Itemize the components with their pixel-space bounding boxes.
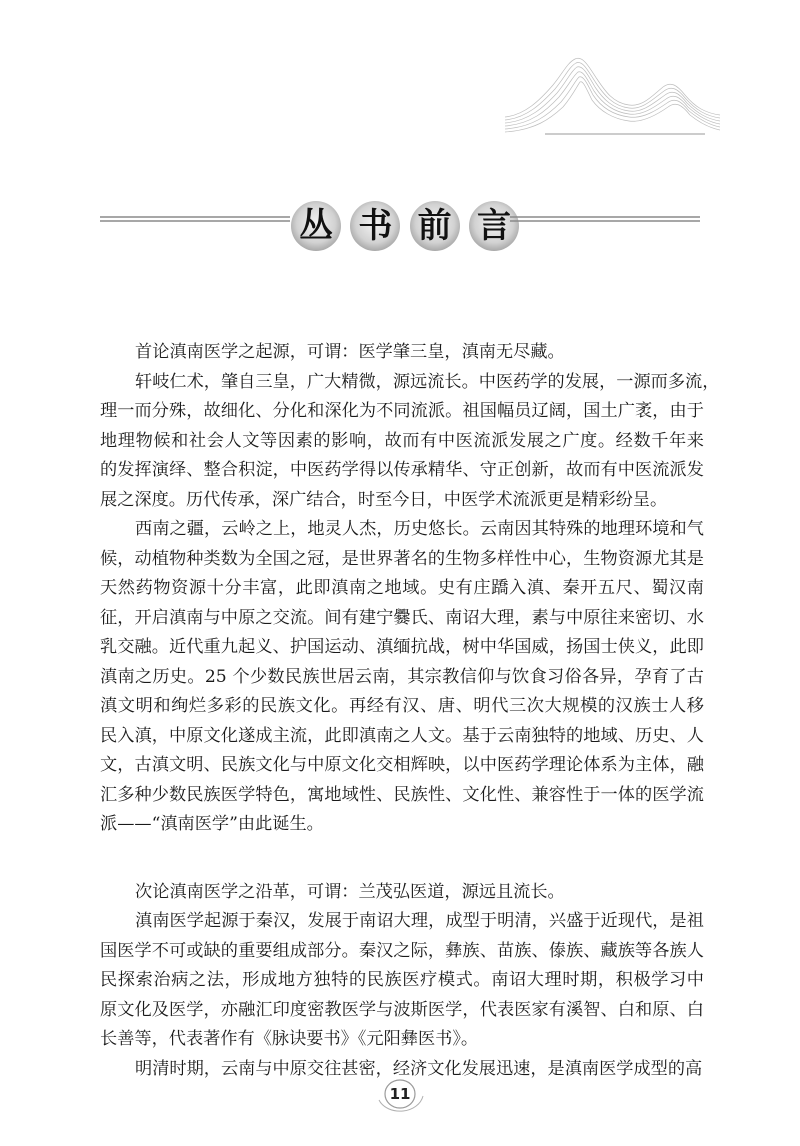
text-line: 滇南之历史。25 个少数民族世居云南，其宗教信仰与饮食习俗各异，孕育了古 (100, 666, 704, 687)
text-line: 滇南医学起源于秦汉，发展于南诏大理，成型于明清，兴盛于近现代，是祖 (135, 911, 704, 931)
body-text (100, 338, 720, 1084)
text-line: 派——“滇南医学”由此诞生。 (100, 814, 324, 834)
text-line: 民探索治病之法，形成地方独特的民族医疗模式。南诏大理时期，积极学习中 (100, 970, 704, 990)
heading-char: 丛 (299, 206, 333, 246)
paragraph-gap (100, 840, 704, 878)
text-line: 展之深度。历代传承，深广结合，时至今日，中医学术流派更是精彩纷呈。 (100, 489, 668, 510)
text-line: 西南之疆，云岭之上，地灵人杰，历史悠长。云南因其特殊的地理环境和气 (135, 519, 704, 539)
text-line: 明清时期，云南与中原交往甚密，经济文化发展迅速，是滇南医学成型的高 (135, 1058, 703, 1079)
heading-char: 前 (417, 206, 452, 246)
heading-char-badge (468, 200, 520, 252)
text-line: 汇多种少数民族医学特色，寓地域性、民族性、文化性、兼容性于一体的医学流 (100, 784, 704, 805)
heading-char-badge (349, 200, 401, 252)
heading-title (290, 198, 520, 254)
text-line: 滇文明和绚烂多彩的民族文化。再经有汉、唐、明代三次大规模的汉族士人移 (100, 696, 704, 716)
text-line: 候，动植物种类数为全国之冠，是世界著名的生物多样性中心，生物资源尤其是 (100, 548, 704, 569)
heading-char-badge (409, 200, 461, 252)
text-line: 国医学不可或缺的重要组成部分。秦汉之际，彝族、苗族、傣族、藏族等各族人 (100, 940, 704, 961)
text-line: 轩岐仁术，肇自三皇，广大精微，源远流长。中医药学的发展，一源而多流， (135, 371, 720, 392)
text-line: 地理物候和社会人文等因素的影响，故而有中医流派发展之广度。经数千年来 (100, 430, 704, 451)
page-number-badge (373, 1074, 427, 1114)
text-line: 民入滇，中原文化遂成主流，此即滇南之人文。基于云南独特的地域、历史、人 (100, 725, 704, 746)
text-line: 长善等，代表著作有《脉诀要书》《元阳彝医书》。 (100, 1029, 479, 1049)
text-line: 原文化及医学，亦融汇印度密教医学与波斯医学，代表医家有溪智、白和原、白 (100, 999, 704, 1020)
text-line: 文，古滇文明、民族文化与中原文化交相辉映，以中医药学理论体系为主体，融 (100, 755, 704, 775)
text-line: 理一而分殊，故细化、分化和深化为不同流派。祖国幅员辽阔，国土广袤，由于 (100, 401, 704, 421)
section-heading (100, 198, 700, 254)
heading-char: 言 (476, 206, 511, 246)
text-line: 天然药物资源十分丰富，此即滇南之地域。史有庄蹻入滇、秦开五尺、蜀汉南 (100, 578, 704, 598)
heading-rule-right (510, 214, 700, 224)
heading-char-badge (290, 200, 342, 252)
text-line: 乳交融。近代重九起义、护国运动、滇缅抗战，树中华国威，扬国士侠义，此即 (100, 637, 704, 657)
text-line: 征，开启滇南与中原之交流。间有建宁爨氏、南诏大理，素与中原往来密切、水 (100, 607, 704, 628)
mountain-decoration-icon (505, 45, 720, 135)
page-number: 11 (389, 1085, 411, 1103)
text-line: 次论滇南医学之沿革，可谓：兰茂弘医道，源远且流长。 (135, 881, 565, 902)
text-line: 的发挥演绎、整合积淀，中医药学得以传承精华、守正创新，故而有中医流派发 (100, 460, 704, 480)
heading-rule-left (100, 214, 290, 224)
text-line: 首论滇南医学之起源，可谓：医学肇三皇，滇南无尽藏。 (135, 342, 565, 362)
heading-char: 书 (358, 206, 393, 246)
